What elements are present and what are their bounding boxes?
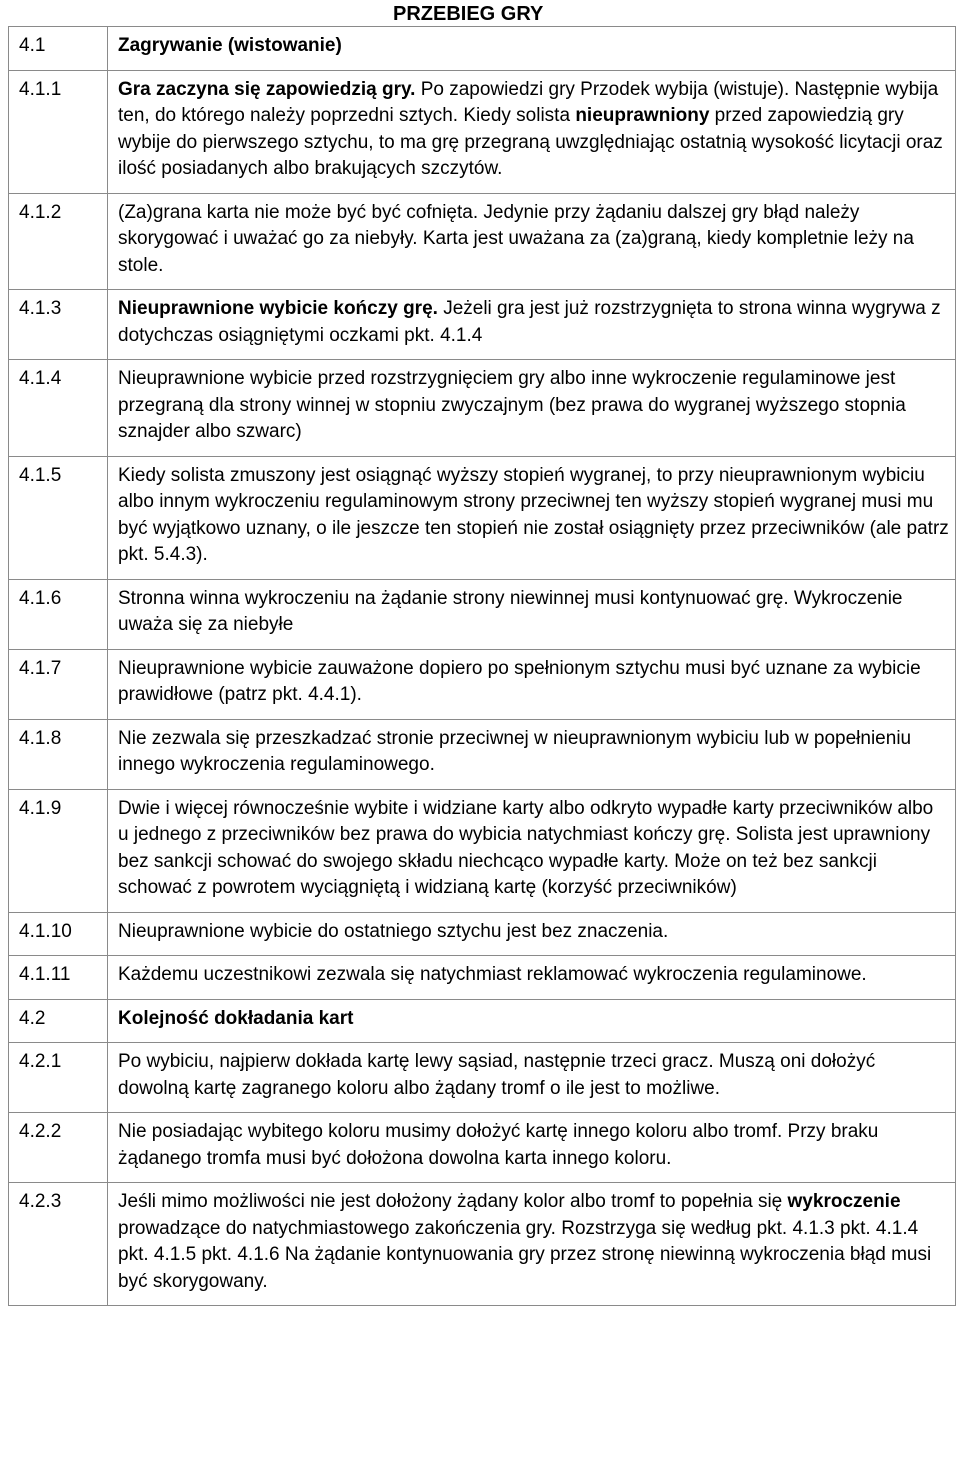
text-span: Nieuprawnione wybicie do ostatniego sztychu jest bez znaczenia. (118, 920, 669, 942)
table-row (9, 70, 956, 193)
text-span: Nie posiadając wybitego koloru musimy dołożyć kartę innego koloru albo tromf. Przy braku żądanego tromfa musi być dołożona dowolna karta innego koloru. (118, 1121, 879, 1169)
table-row (9, 1183, 956, 1306)
text-span: Nie zezwala się przeszkadzać stronie przeciwnej w nieuprawnionym wybiciu lub w popełnieniu innego wykroczenia regulaminowego. (118, 727, 912, 775)
table-row (9, 999, 956, 1043)
table-row (9, 1113, 956, 1183)
section-text (108, 1043, 956, 1113)
text-span: Po wybiciu, najpierw dokłada kartę lewy sąsiad, następnie trzeci gracz. Muszą oni dołożyć dowolną kartę zagranego koloru albo żądany tromf o ile jest to możliwe. (118, 1051, 876, 1099)
text-span: Po zapowiedzi gry Przodek wybija (wistuje). Następnie wybija ten, do którego należy poprzedni sztych. Kiedy solista (118, 78, 939, 126)
section-number: 4.1.9 (9, 789, 108, 912)
section-number: 4.2.1 (9, 1043, 108, 1113)
section-number: 4.1.6 (9, 579, 108, 649)
text-span: Nieuprawnione wybicie zauważone dopiero po spełnionym sztychu musi być uznane za wybicie prawidłowe (patrz pkt. 4.4.1). (118, 657, 921, 705)
table-row (9, 719, 956, 789)
section-number: 4.1.4 (9, 360, 108, 457)
section-number: 4.1.2 (9, 193, 108, 290)
section-number: 4.1.11 (9, 956, 108, 1000)
table-row (9, 1043, 956, 1113)
section-number: 4.2 (9, 999, 108, 1043)
section-number: 4.2.3 (9, 1183, 108, 1306)
table-row (9, 649, 956, 719)
page-header (0, 0, 960, 26)
table-row (9, 290, 956, 360)
section-number: 4.1.5 (9, 456, 108, 579)
section-text (108, 789, 956, 912)
section-text (108, 999, 956, 1043)
section-text (108, 70, 956, 193)
section-number: 4.1.3 (9, 290, 108, 360)
section-number: 4.1.7 (9, 649, 108, 719)
section-text (108, 579, 956, 649)
text-span: Stronna winna wykroczeniu na żądanie strony niewinnej musi kontynuować grę. Wykroczenie uważa się za niebyłe (118, 587, 903, 635)
bold-text-span: Gra zaczyna się zapowiedzią gry. (118, 78, 416, 100)
section-text (108, 912, 956, 956)
text-span: Kiedy solista zmuszony jest osiągnąć wyższy stopień wygranej, to przy nieuprawnionym wybiciu albo innym wykroczeniu regulaminowym strony przeciwnej ten wyższy stopień wygranej musi mu być wyjątkowo uznany, o ile jeszcze ten stopień nie został osiągnięty przez przeciwników (ale patrz pkt. 5.4.3). (118, 464, 949, 565)
section-text (108, 719, 956, 789)
page-title: PRZEBIEG GRY (393, 3, 544, 25)
section-text (108, 27, 956, 71)
section-number: 4.1.1 (9, 70, 108, 193)
bold-text-span: Zagrywanie (wistowanie) (118, 35, 342, 56)
text-span: przed zapowiedzią gry wybije do pierwszego sztychu, to ma grę przegraną uwzględniając ostatnią wysokość licytacji oraz ilość posiadanych albo brakujących szczytów. (118, 105, 943, 179)
section-text (108, 193, 956, 290)
section-number: 4.1.8 (9, 719, 108, 789)
text-span: Każdemu uczestnikowi zezwala się natychmiast reklamować wykroczenia regulaminowe. (118, 964, 867, 985)
section-number: 4.1.10 (9, 912, 108, 956)
section-text (108, 456, 956, 579)
table-row (9, 193, 956, 290)
bold-text-span: Kolejność dokładania kart (118, 1007, 354, 1029)
section-number: 4.1 (9, 27, 108, 71)
text-span: (Za)grana karta nie może być być cofnięta. Jedynie przy żądaniu dalszej gry błąd należy skorygować i uważać go za niebyły. Karta jest uważana za (za)graną, kiedy kompletnie leży na stole. (118, 201, 914, 276)
bold-text-span: nieuprawniony (575, 105, 710, 126)
rules-table-body (9, 27, 956, 1306)
section-text (108, 649, 956, 719)
table-row (9, 456, 956, 579)
bold-text-span: wykroczenie (787, 1191, 901, 1212)
table-row (9, 27, 956, 71)
table-row (9, 360, 956, 457)
bold-text-span: Nieuprawnione wybicie kończy grę. (118, 298, 438, 319)
text-span: Jeśli mimo możliwości nie jest dołożony żądany kolor albo tromf to popełnia się (118, 1191, 788, 1212)
section-text (108, 956, 956, 1000)
section-text (108, 360, 956, 457)
table-row (9, 789, 956, 912)
section-number: 4.2.2 (9, 1113, 108, 1183)
table-row (9, 956, 956, 1000)
table-row (9, 579, 956, 649)
section-text (108, 1113, 956, 1183)
section-text (108, 290, 956, 360)
text-span: Dwie i więcej równocześnie wybite i widziane karty albo odkryto wypadłe karty przeciwników albo u jednego z przeciwników bez prawa do wybicia natychmiast kończy grę. Solista jest uprawniony bez sankcji schować do swojego składu niechcąco wypadłe karty. Może on też bez sankcji schować z powrotem wyciągniętą i widzianą kartę (korzyść przeciwników) (118, 797, 934, 898)
text-span: prowadzące do natychmiastowego zakończenia gry. Rozstrzyga się według pkt. 4.1.3 pkt. 4.1.4 pkt. 4.1.5 pkt. 4.1.6 Na żądanie kontynuowania gry przez stronę niewinną wykroczenia błąd musi być skorygowany. (118, 1217, 932, 1292)
section-text (108, 1183, 956, 1306)
table-row (9, 912, 956, 956)
rules-table (8, 26, 956, 1306)
text-span: Nieuprawnione wybicie przed rozstrzygnięciem gry albo inne wykroczenie regulaminowe jest przegraną dla strony winnej w stopniu zwyczajnym (bez prawa do wygranej wyższego stopnia sznajder albo szwarc) (118, 368, 906, 442)
text-span: Jeżeli gra jest już rozstrzygnięta to strona winna wygrywa z dotychczas osiągniętymi oczkami pkt. 4.1.4 (118, 298, 941, 346)
